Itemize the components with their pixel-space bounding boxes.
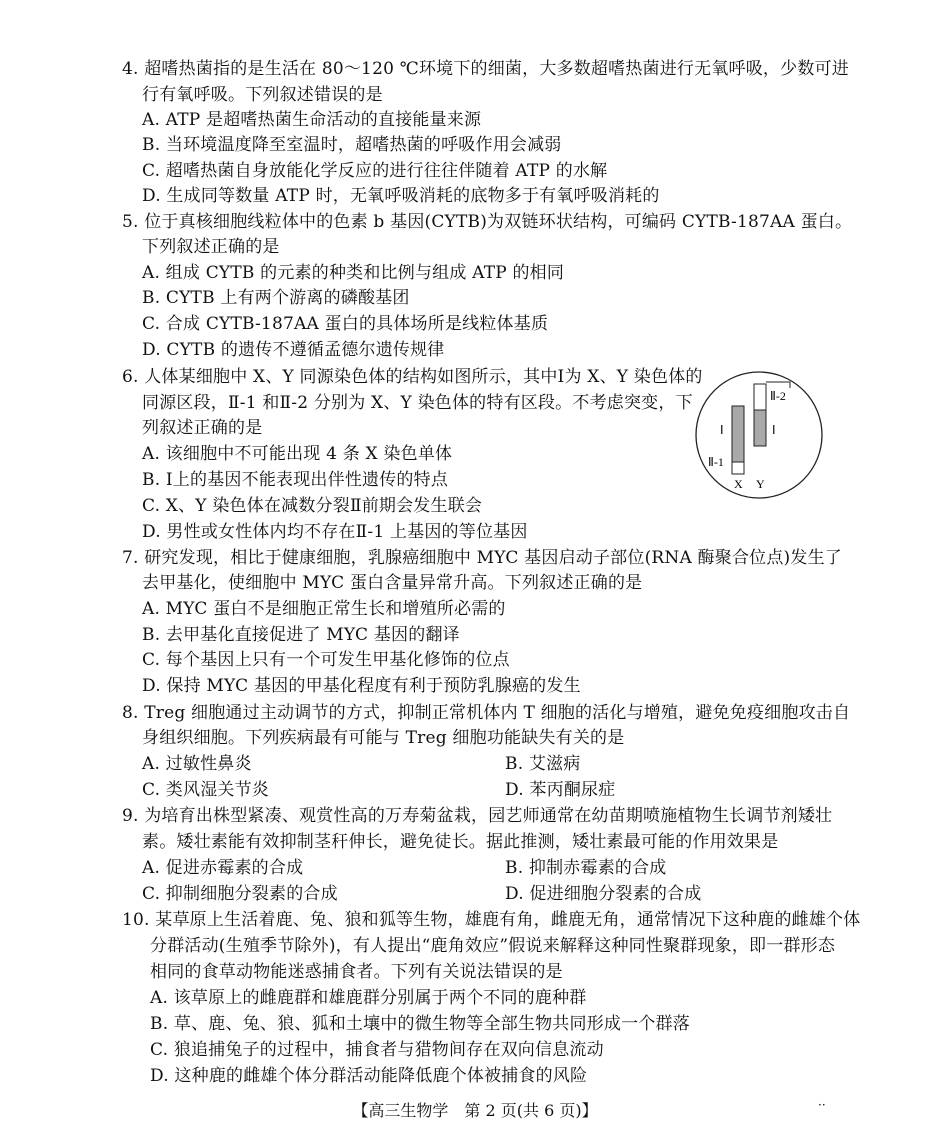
q7-option-a: A. MYC 蛋白不是细胞正常生长和增殖所必需的 xyxy=(142,599,506,619)
q4-option-a: A. ATP 是超嗜热菌生命活动的直接能量来源 xyxy=(142,110,482,130)
q8-option-b: B. 艾滋病 xyxy=(505,754,581,774)
q9-stem-line-1: 9. 为培育出株型紧凑、观赏性高的万寿菊盆栽，园艺师通常在幼苗期喷施植物生长调节剂矮壮 xyxy=(122,806,833,826)
q9-option-b: B. 抑制赤霉素的合成 xyxy=(505,858,667,878)
q7-option-d: D. 保持 MYC 基因的甲基化程度有利于预防乳腺癌的发生 xyxy=(142,676,581,696)
q10-stem-line-3: 相同的食草动物能迷惑捕食者。下列有关说法错误的是 xyxy=(150,962,563,982)
q8-stem-line-1: 8. Treg 细胞通过主动调节的方式，抑制正常机体内 T 细胞的活化与增殖，避免免疫细胞攻击自 xyxy=(122,703,851,723)
label-I-right: Ⅰ xyxy=(772,423,776,437)
q6-option-a: A. 该细胞中不可能出现 4 条 X 染色单体 xyxy=(142,444,453,464)
q6-stem-line-2: 同源区段，Ⅱ-1 和Ⅱ-2 分别为 X、Y 染色体的特有区段。不考虑突变，下 xyxy=(142,393,693,413)
label-I-left: Ⅰ xyxy=(720,423,724,437)
q5-option-c: C. 合成 CYTB-187AA 蛋白的具体场所是线粒体基质 xyxy=(142,314,549,334)
q10-option-c: C. 狼追捕兔子的过程中，捕食者与猎物间存在双向信息流动 xyxy=(150,1040,604,1060)
q4-option-c: C. 超嗜热菌自身放能化学反应的进行往往伴随着 ATP 的水解 xyxy=(142,161,608,181)
q10-option-b: B. 草、鹿、兔、狼、狐和土壤中的微生物等全部生物共同形成一个群落 xyxy=(150,1014,690,1034)
x-chromosome-homologous-segment xyxy=(732,406,744,462)
q10-stem-line-2: 分群活动(生殖季节除外)，有人提出“鹿角效应”假说来解释这种同性聚群现象，即一群形态 xyxy=(150,936,836,956)
q5-stem-line-1: 5. 位于真核细胞线粒体中的色素 b 基因(CYTB)为双链环状结构，可编码 CYTB-187AA 蛋白。 xyxy=(122,212,853,232)
q8-stem-line-2: 身组织细胞。下列疾病最有可能与 Treg 细胞功能缺失有关的是 xyxy=(142,728,625,748)
label-Y: Y xyxy=(756,477,765,491)
q6-option-c: C. X、Y 染色体在减数分裂Ⅱ前期会发生联会 xyxy=(142,496,483,516)
q10-option-d: D. 这种鹿的雌雄个体分群活动能降低鹿个体被捕食的风险 xyxy=(150,1066,588,1086)
chromosome-diagram xyxy=(694,370,824,500)
q7-option-b: B. 去甲基化直接促进了 MYC 基因的翻译 xyxy=(142,625,460,645)
q4-stem-line-2: 行有氧呼吸。下列叙述错误的是 xyxy=(142,85,383,105)
label-II-2: Ⅱ-2 xyxy=(770,389,786,403)
y-chromosome-specific-segment xyxy=(754,384,766,410)
q5-option-d: D. CYTB 的遗传不遵循孟德尔遗传规律 xyxy=(142,340,445,360)
q6-option-d: D. 男性或女性体内均不存在Ⅱ-1 上基因的等位基因 xyxy=(142,522,528,542)
label-II-1: Ⅱ-1 xyxy=(708,455,724,469)
q9-option-c: C. 抑制细胞分裂素的合成 xyxy=(142,884,338,904)
q8-option-c: C. 类风湿关节炎 xyxy=(142,780,270,800)
q4-stem-line-1: 4. 超嗜热菌指的是生活在 80～120 ℃环境下的细菌，大多数超嗜热菌进行无氧呼吸，少数可进 xyxy=(122,59,849,79)
q9-option-d: D. 促进细胞分裂素的合成 xyxy=(505,884,702,904)
q8-option-d: D. 苯丙酮尿症 xyxy=(505,780,616,800)
page-footer: 【高三生物学 第 2 页(共 6 页)】 xyxy=(352,1101,598,1120)
label-X: X xyxy=(734,477,743,491)
q7-stem-line-1: 7. 研究发现，相比于健康细胞，乳腺癌细胞中 MYC 基因启动子部位(RNA 酶聚合位点)发生了 xyxy=(122,548,842,568)
q5-stem-line-2: 下列叙述正确的是 xyxy=(142,237,280,257)
q9-stem-line-2: 素。矮壮素能有效抑制茎秆伸长，避免徒长。据此推测，矮壮素最可能的作用效果是 xyxy=(142,832,779,852)
q10-stem-line-1: 10. 某草原上生活着鹿、兔、狼和狐等生物，雄鹿有角，雌鹿无角，通常情况下这种鹿的雌雄个体 xyxy=(122,910,861,930)
q6-stem-line-1: 6. 人体某细胞中 X、Y 同源染色体的结构如图所示，其中Ⅰ为 X、Y 染色体的 xyxy=(122,367,703,387)
q4-option-b: B. 当环境温度降至室温时，超嗜热菌的呼吸作用会减弱 xyxy=(142,135,562,155)
q7-option-c: C. 每个基因上只有一个可发生甲基化修饰的位点 xyxy=(142,650,510,670)
q5-option-b: B. CYTB 上有两个游离的磷酸基团 xyxy=(142,288,410,308)
q6-stem-line-3: 列叙述正确的是 xyxy=(142,418,263,438)
q7-stem-line-2: 去甲基化，使细胞中 MYC 蛋白含量异常升高。下列叙述正确的是 xyxy=(142,573,643,593)
corner-mark: ·· xyxy=(818,1098,826,1112)
q10-option-a: A. 该草原上的雌鹿群和雄鹿群分别属于两个不同的鹿种群 xyxy=(150,988,587,1008)
q8-option-a: A. 过敏性鼻炎 xyxy=(142,754,252,774)
y-chromosome-homologous-segment xyxy=(754,410,766,446)
q9-option-a: A. 促进赤霉素的合成 xyxy=(142,858,304,878)
x-chromosome-specific-segment xyxy=(732,462,744,474)
q4-option-d: D. 生成同等数量 ATP 时，无氧呼吸消耗的底物多于有氧呼吸消耗的 xyxy=(142,186,660,206)
q6-option-b: B. Ⅰ上的基因不能表现出伴性遗传的特点 xyxy=(142,470,449,490)
label-leader-line xyxy=(766,382,790,388)
q5-option-a: A. 组成 CYTB 的元素的种类和比例与组成 ATP 的相同 xyxy=(142,263,565,283)
